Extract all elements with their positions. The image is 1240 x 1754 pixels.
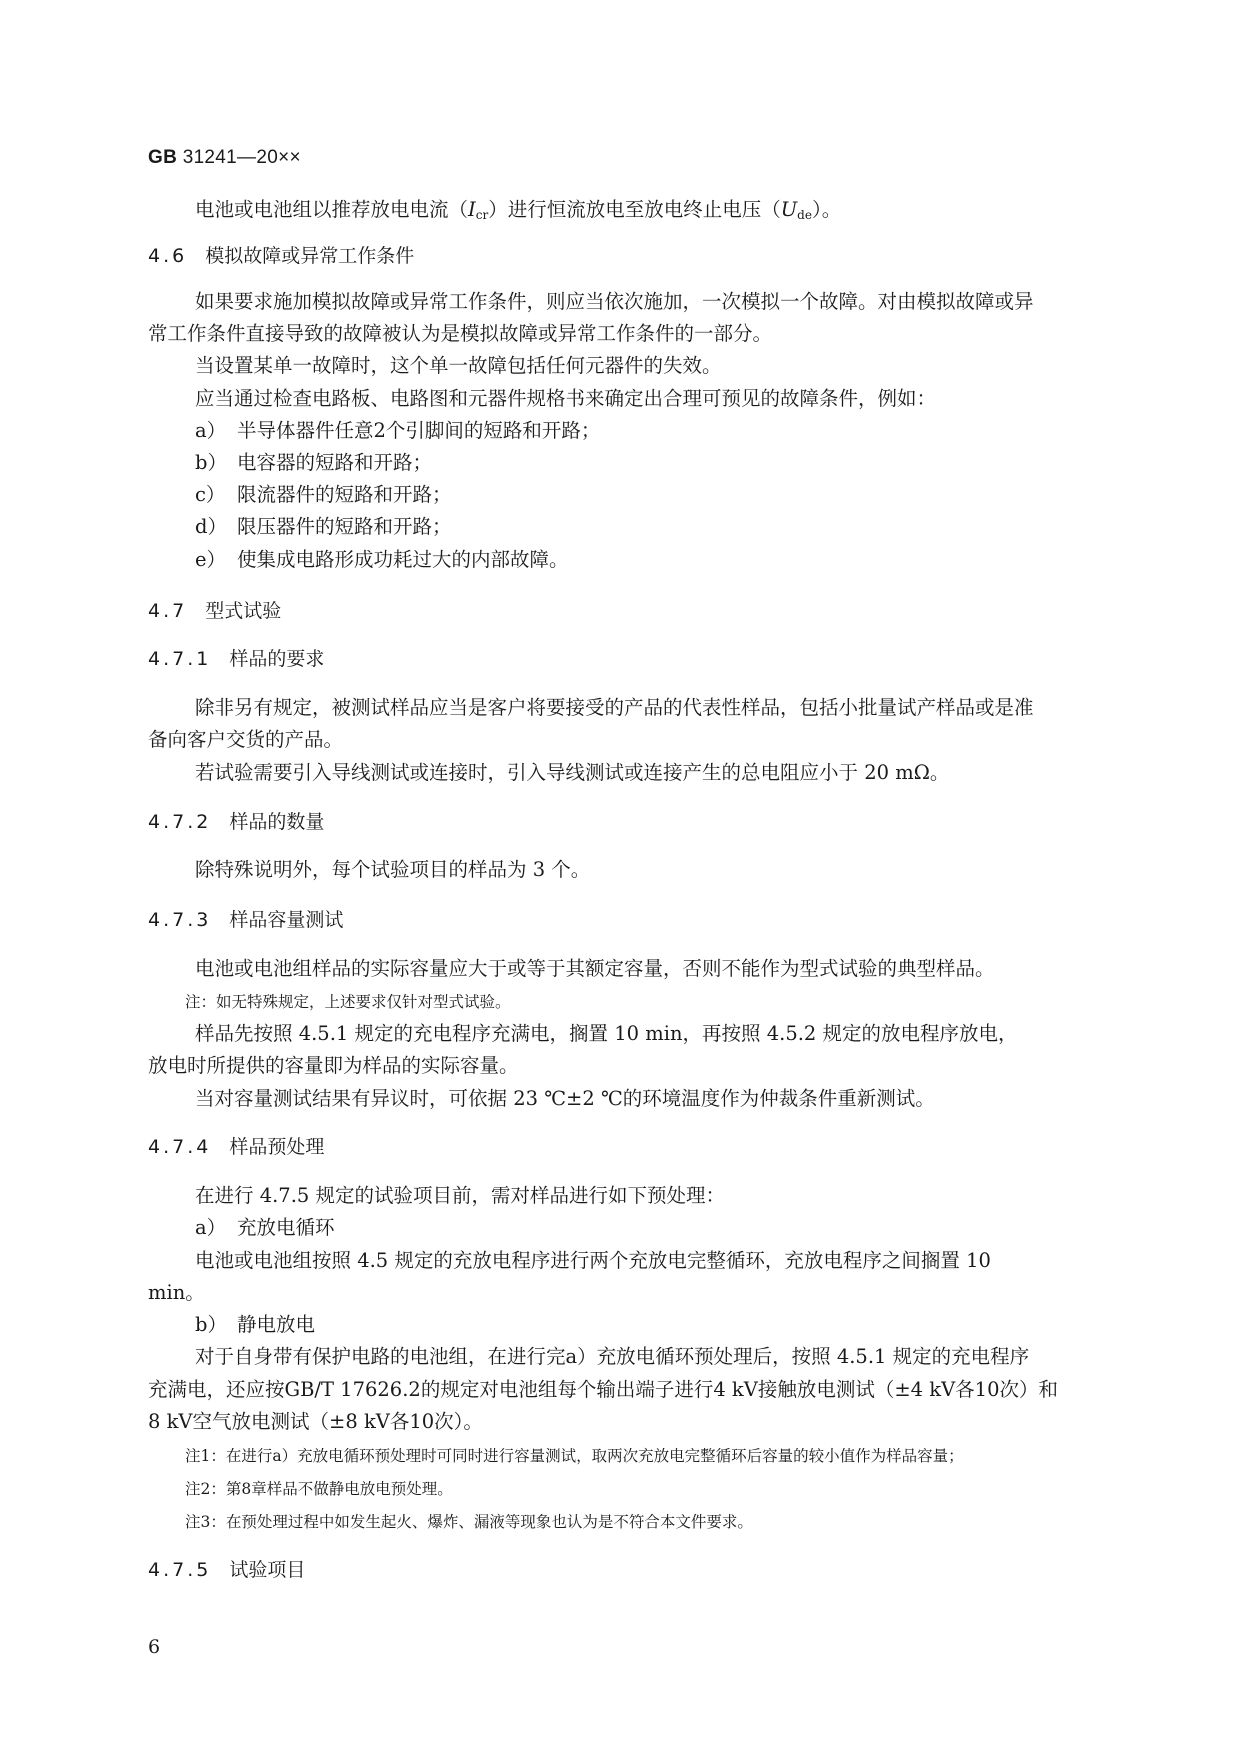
section-heading-4-7-3: 4.7.3 样品容量测试 [148,909,344,931]
note: 注1：在进行a）充放电循环预处理时可同时进行容量测试，取两次充放电完整循环后容量的较小值作为样品容量； [185,1447,964,1465]
paragraph-continued: 8 kV空气放电测试（±8 kV各10次）。 [148,1410,483,1433]
section-heading-4-6: 4.6 模拟故障或异常工作条件 [148,245,415,267]
paragraph-continued: 常工作条件直接导致的故障被认为是模拟故障或异常工作条件的一部分。 [148,322,773,345]
list-item: e） 使集成电路形成功耗过大的内部故障。 [195,548,569,571]
list-item: b） 电容器的短路和开路； [195,451,433,474]
paragraph: 如果要求施加模拟故障或异常工作条件，则应当依次施加，一次模拟一个故障。对由模拟故障或异 [195,290,1034,313]
paragraph-continued: 充满电，还应按GB/T 17626.2的规定对电池组每个输出端子进行4 kV接触放电测试（±4 kV各10次）和 [148,1378,1058,1401]
note: 注2：第8章样品不做静电放电预处理。 [185,1480,453,1498]
section-heading-4-7-2: 4.7.2 样品的数量 [148,811,325,833]
paragraph: 除特殊说明外，每个试验项目的样品为 3 个。 [195,858,591,881]
standard-code: GB [148,147,178,168]
list-item: b） 静电放电 [195,1313,316,1336]
paragraph: 当对容量测试结果有异议时，可依据 23 ℃±2 ℃的环境温度作为仲裁条件重新测试。 [195,1087,935,1110]
paragraph: 在进行 4.7.5 规定的试验项目前，需对样品进行如下预处理： [195,1184,726,1207]
note: 注：如无特殊规定，上述要求仅针对型式试验。 [185,993,511,1011]
section-heading-4-7-1: 4.7.1 样品的要求 [148,648,325,670]
standard-number: 31241—20×× [182,147,301,168]
paragraph: 除非另有规定，被测试样品应当是客户将要接受的产品的代表性样品，包括小批量试产样品或是准 [195,696,1034,719]
paragraph: 对于自身带有保护电路的电池组，在进行完a）充放电循环预处理后，按照 4.5.1 规定的充电程序 [195,1345,1030,1368]
paragraph: 样品先按照 4.5.1 规定的充电程序充满电，搁置 10 min，再按照 4.5.2 规定的放电程序放电， [195,1022,1018,1045]
page-number: 6 [148,1636,161,1658]
paragraph-continued: min。 [148,1281,205,1304]
paragraph: 当设置某单一故障时，这个单一故障包括任何元器件的失效。 [195,354,722,377]
paragraph: 电池或电池组按照 4.5 规定的充放电程序进行两个充放电完整循环，充放电程序之间搁置 10 [195,1249,991,1272]
section-heading-4-7: 4.7 型式试验 [148,600,282,622]
section-heading-4-7-4: 4.7.4 样品预处理 [148,1136,325,1158]
page-header [148,147,301,169]
paragraph-continued: 备向客户交货的产品。 [148,728,344,751]
list-item: c） 限流器件的短路和开路； [195,483,452,506]
paragraph: 电池或电池组样品的实际容量应大于或等于其额定容量，否则不能作为型式试验的典型样品。 [195,957,995,980]
paragraph-continued: 放电时所提供的容量即为样品的实际容量。 [148,1054,519,1077]
paragraph: 若试验需要引入导线测试或连接时，引入导线测试或连接产生的总电阻应小于 20 mΩ。 [195,761,950,784]
note: 注3：在预处理过程中如发生起火、爆炸、漏液等现象也认为是不符合本文件要求。 [185,1513,753,1531]
list-item: a） 充放电循环 [195,1216,335,1239]
paragraph: 应当通过检查电路板、电路图和元器件规格书来确定出合理可预见的故障条件，例如： [195,387,937,410]
paragraph-discharge: 电池或电池组以推荐放电电流$(I_{cr})$进行恒流放电至放电终止电压$(U_{de})$。 [195,198,842,222]
list-item: a） 半导体器件任意2个引脚间的短路和开路； [195,419,601,442]
list-item: d） 限压器件的短路和开路； [195,515,452,538]
section-heading-4-7-5: 4.7.5 试验项目 [148,1559,306,1581]
